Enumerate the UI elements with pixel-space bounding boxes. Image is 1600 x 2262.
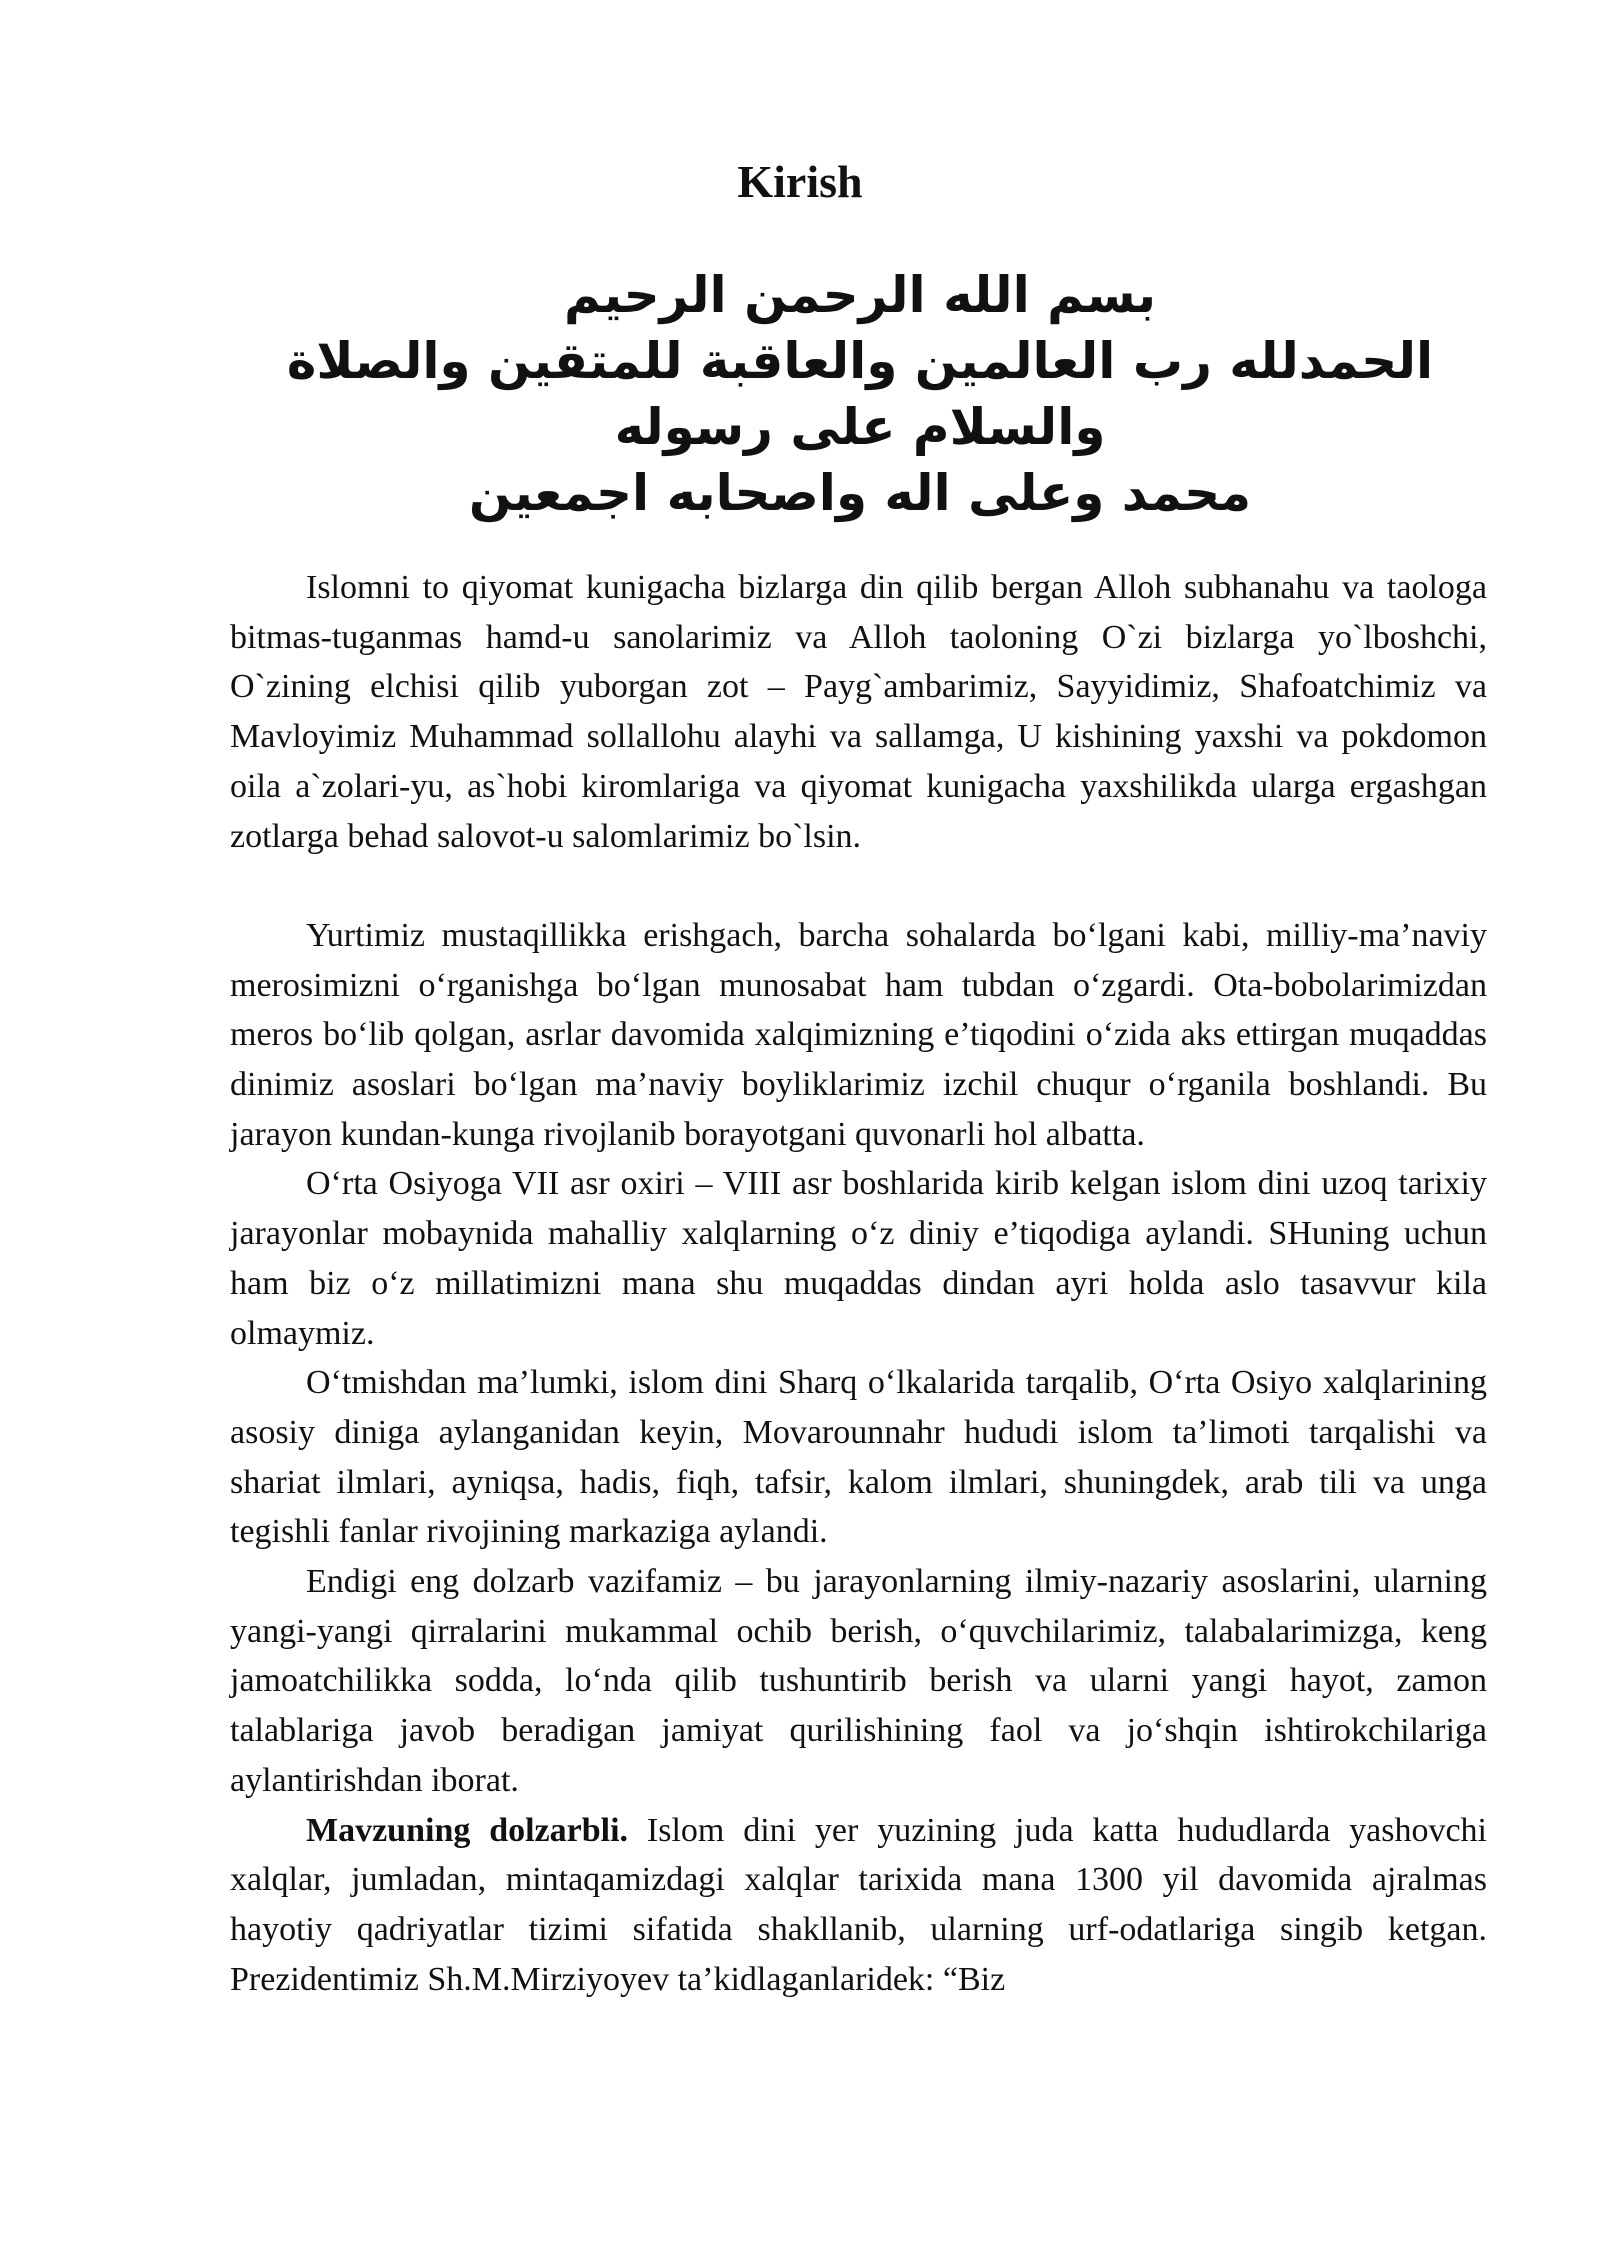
arabic-line: بسم الله الرحمن الرحيم — [564, 266, 1156, 324]
paragraph: O‘tmishdan ma’lumki, islom dini Sharq o‘lkalarida tarqalib, O‘rta Osiyo xalqlarining asosiy diniga aylanganidan keyin, Movarounnahr hududi islom ta’limoti tarqalishi va shariat ilmlari, ayniqsa, hadis, fiqh, tafsir, kalom ilmlari, shuningdek, arab tili va unga tegishli fanlar rivojining markaziga aylandi. — [230, 1364, 1487, 1551]
arabic-line: الحمدلله رب العالمين والعاقبة للمتقين والصلاة — [286, 332, 1434, 390]
arabic-basmala-block — [160, 262, 1560, 526]
document-body — [230, 563, 1487, 2004]
page-title: Kirish — [737, 156, 863, 207]
relevance-text: Islom dini yer yuzining juda katta hududlarda yashovchi xalqlar, jumladan, mintaqamizdagi xalqlar tarixida mana 1300 yil davomida ajralmas hayotiy qadriyatlar tizimi sifatida shakllanib, ularning urf-odatlariga singib ketgan. Prezidentimiz Sh.M.Mirziyoyev ta’kidlaganlaridek: “Biz — [230, 1811, 1487, 1998]
arabic-line: والسلام على رسوله — [614, 398, 1106, 456]
paragraph-relevance — [230, 1806, 1487, 2005]
relevance-heading: Mavzuning dolzarbli. — [306, 1811, 629, 1849]
paragraph: O‘rta Osiyoga VII asr oxiri – VIII asr boshlarida kirib kelgan islom dini uzoq tarixiy jarayonlar mobaynida mahalliy xalqlarning o‘z diniy e’tiqodiga aylandi. SHuning uchun ham biz o‘z millatimizni mana shu muqaddas dindan ayri holda aslo tasavvur kila olmaymiz. — [230, 1165, 1487, 1352]
paragraph: Yurtimiz mustaqillikka erishgach, barcha sohalarda bo‘lgani kabi, milliy-ma’naviy merosimizni o‘rganishga bo‘lgan munosabat ham tubdan o‘zgardi. Ota-bobolarimizdan meros bo‘lib qolgan, asrlar davomida xalqimizning e’tiqodini o‘zida aks ettirgan muqaddas dinimiz asoslari bo‘lgan ma’naviy boyliklarimiz izchil chuqur o‘rganila boshlandi. Bu jarayon kundan-kunga rivojlanib borayotgani quvonarli hol albatta. — [230, 916, 1487, 1153]
arabic-line: محمد وعلى اله واصحابه اجمعين — [468, 464, 1252, 522]
paragraph-intro: Islomni to qiyomat kunigacha bizlarga din qilib bergan Alloh subhanahu va taologa bitmas-tuganmas hamd-u sanolarimiz va Alloh taoloning O`zi bizlarga yo`lboshchi, O`zining elchisi qilib yuborgan zot – Payg`ambarimiz, Sayyidimiz, Shafoatchimiz va Mavloyimiz Muhammad sollallohu alayhi va sallamga, U kishining yaxshi va pokdomon oila a`zolari-yu, as`hobi kiromlariga va qiyomat kunigacha yaxshilikda ularga ergashgan zotlarga behad salovot-u salomlarimiz bo`lsin. — [230, 569, 1487, 855]
paragraph: Endigi eng dolzarb vazifamiz – bu jarayonlarning ilmiy-nazariy asoslarini, ularning yangi-yangi qirralarini mukammal ochib berish, o‘quvchilarimiz, talabalarimizga, keng jamoatchilikka sodda, lo‘nda qilib tushuntirib berish va ularni yangi hayot, zamon talablariga javob beradigan jamiyat qurilishining faol va jo‘shqin ishtirokchilariga aylantirishdan iborat. — [230, 1563, 1487, 1799]
